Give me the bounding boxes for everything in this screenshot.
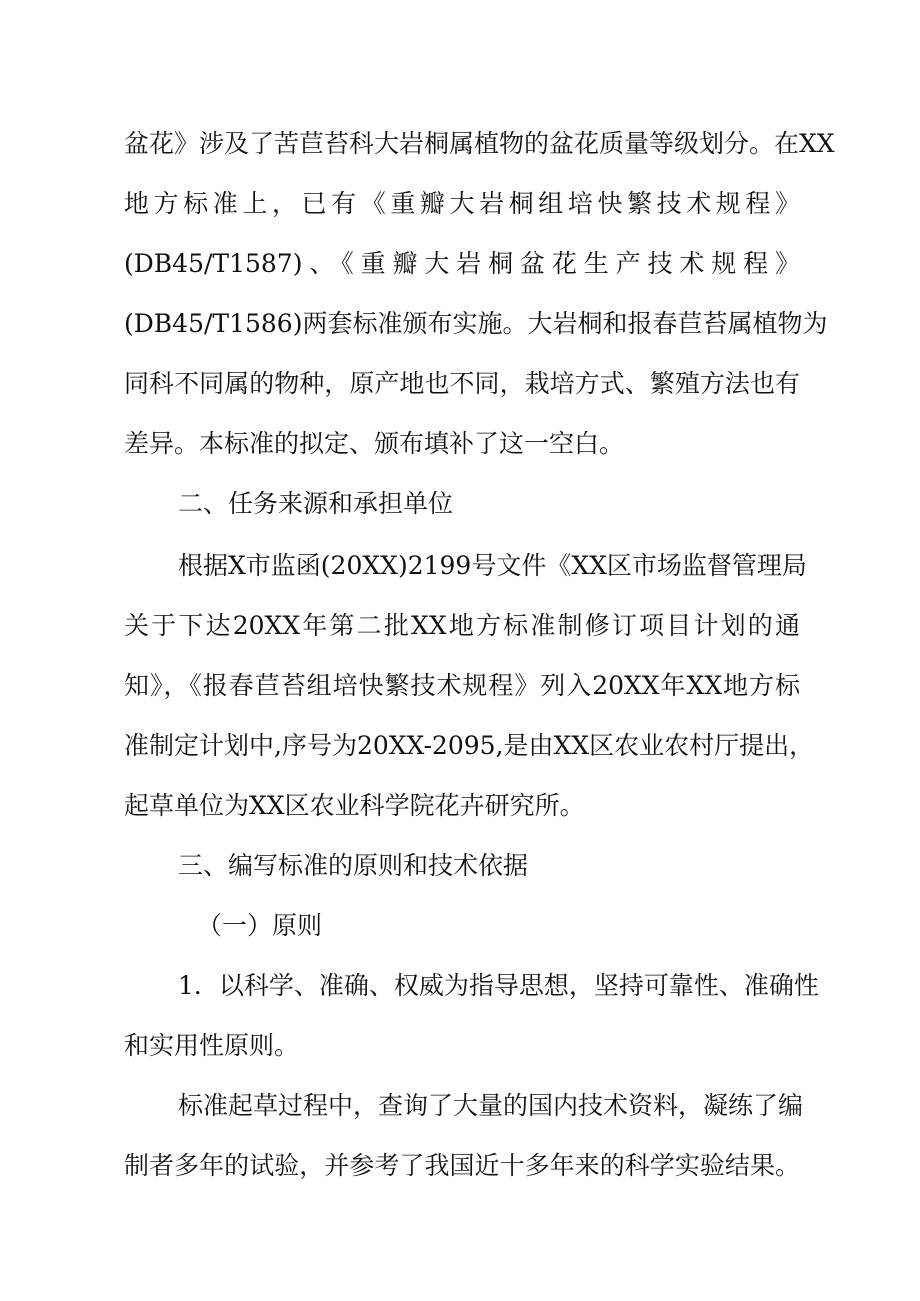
body-text-line: 1．以科学、准确、权威为指导思想，坚持可靠性、准确性 xyxy=(178,971,819,1000)
body-text-line: 起草单位为XX区农业科学院花卉研究所。 xyxy=(124,791,585,820)
body-text-line: 标准起草过程中，查询了大量的国内技术资料，凝练了编 xyxy=(178,1091,804,1120)
body-text-line: 同科不同属的物种，原产地也不同，栽培方式、繁殖方法也有 xyxy=(124,369,800,398)
body-text-line: 盆花》涉及了苦苣苔科大岩桐属植物的盆花质量等级划分。在XX xyxy=(124,129,835,158)
body-text-line: (DB45/T1586)两套标准颁布实施。大岩桐和报春苣苔属植物为 xyxy=(124,309,828,338)
body-text-line: 根据X市监函(20XX)2199号文件《XX区市场监督管理局 xyxy=(178,551,807,580)
body-text-line: 制者多年的试验，并参考了我国近十多年来的科学实验结果。 xyxy=(124,1151,800,1180)
body-text-line: 和实用性原则。 xyxy=(124,1031,300,1060)
body-text-line: 关于下达20XX年第二批XX地方标准制修订项目计划的通 xyxy=(124,611,800,640)
section-heading: 三、编写标准的原则和技术依据 xyxy=(178,851,529,880)
body-text-line: 知》，《报春苣苔组培快繁技术规程》列入20XX年XX地方标 xyxy=(124,671,800,700)
body-text-line: (DB45/T1587)、《重瓣大岩桐盆花生产技术规程》 xyxy=(124,249,800,278)
subsection-heading: （一）原则 xyxy=(197,911,323,940)
body-text-line: 准制定计划中,序号为20XX-2095,是由XX区农业农村厅提出， xyxy=(124,731,815,760)
body-text-line: 差异。本标准的拟定、颁布填补了这一空白。 xyxy=(124,429,625,458)
section-heading: 二、任务来源和承担单位 xyxy=(178,489,454,518)
body-text-line: 地方标准上，已有《重瓣大岩桐组培快繁技术规程》 xyxy=(124,189,800,218)
